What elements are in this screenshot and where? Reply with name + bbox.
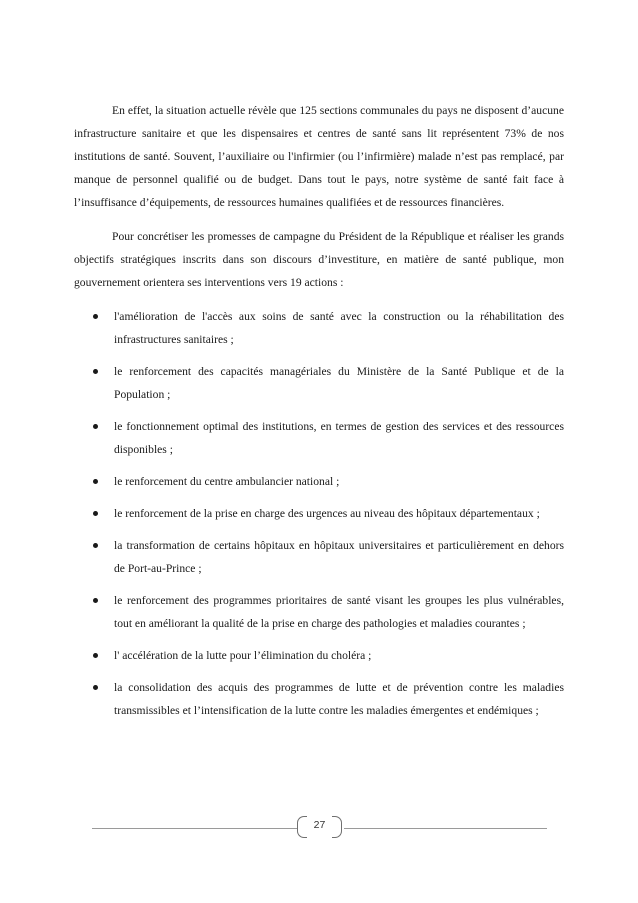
footer-divider-right bbox=[344, 828, 547, 829]
list-item-text: le fonctionnement optimal des institutions, en termes de gestion des services et des ressources disponibles ; bbox=[114, 420, 564, 456]
list-item-text: la consolidation des acquis des programmes de lutte et de prévention contre les maladies transmissibles et l’intensification de la lutte contre les maladies émergentes et endémiques ; bbox=[114, 681, 564, 717]
list-item bbox=[74, 305, 564, 351]
action-list bbox=[74, 305, 564, 722]
list-item bbox=[74, 676, 564, 722]
bullet-icon bbox=[93, 685, 98, 690]
page-number: 27 bbox=[313, 819, 326, 831]
page-content bbox=[74, 99, 564, 731]
bullet-icon bbox=[93, 511, 98, 516]
right-bracket-icon bbox=[332, 816, 342, 838]
list-item bbox=[74, 589, 564, 635]
list-item bbox=[74, 415, 564, 461]
list-item bbox=[74, 644, 564, 667]
list-item bbox=[74, 502, 564, 525]
footer-divider-left bbox=[92, 828, 298, 829]
list-item-text: l'amélioration de l'accès aux soins de santé avec la construction ou la réhabilitation des infrastructures sanitaires ; bbox=[114, 310, 564, 346]
paragraph: Pour concrétiser les promesses de campagne du Président de la République et réaliser les grands objectifs stratégiques inscrits dans son discours d’investiture, en matière de santé publique, mon gouvernement orientera ses interventions vers 19 actions : bbox=[74, 230, 564, 289]
list-item-text: le renforcement des programmes prioritaires de santé visant les groupes les plus vulnérables, tout en améliorant la qualité de la prise en charge des pathologies et maladies courantes ; bbox=[114, 594, 564, 630]
list-item bbox=[74, 470, 564, 493]
bullet-icon bbox=[93, 369, 98, 374]
bullet-icon bbox=[93, 314, 98, 319]
list-item bbox=[74, 360, 564, 406]
list-item-text: le renforcement de la prise en charge des urgences au niveau des hôpitaux départementaux ; bbox=[114, 507, 540, 520]
bullet-icon bbox=[93, 479, 98, 484]
page-footer bbox=[92, 815, 547, 841]
list-item-text: le renforcement du centre ambulancier national ; bbox=[114, 475, 340, 488]
bullet-icon bbox=[93, 598, 98, 603]
bullet-icon bbox=[93, 653, 98, 658]
list-item bbox=[74, 534, 564, 580]
list-item-text: le renforcement des capacités managériales du Ministère de la Santé Publique et de la Population ; bbox=[114, 365, 564, 401]
list-item-text: la transformation de certains hôpitaux en hôpitaux universitaires et particulièrement en dehors de Port-au-Prince ; bbox=[114, 539, 564, 575]
list-item-text: l' accélération de la lutte pour l’élimination du choléra ; bbox=[114, 649, 372, 662]
bullet-icon bbox=[93, 424, 98, 429]
bullet-icon bbox=[93, 543, 98, 548]
paragraph: En effet, la situation actuelle révèle que 125 sections communales du pays ne disposent d’aucune infrastructure sanitaire et que les dispensaires et centres de santé sans lit représentent 73% de nos institutions de santé. Souvent, l’auxiliaire ou l'infirmier (ou l’infirmière) malade n’est pas remplacé, par manque de personnel qualifié ou de budget. Dans tout le pays, notre système de santé fait face à l’insuffisance d’équipements, de ressources humaines qualifiées et de ressources financières. bbox=[74, 104, 564, 209]
left-bracket-icon bbox=[297, 816, 307, 838]
